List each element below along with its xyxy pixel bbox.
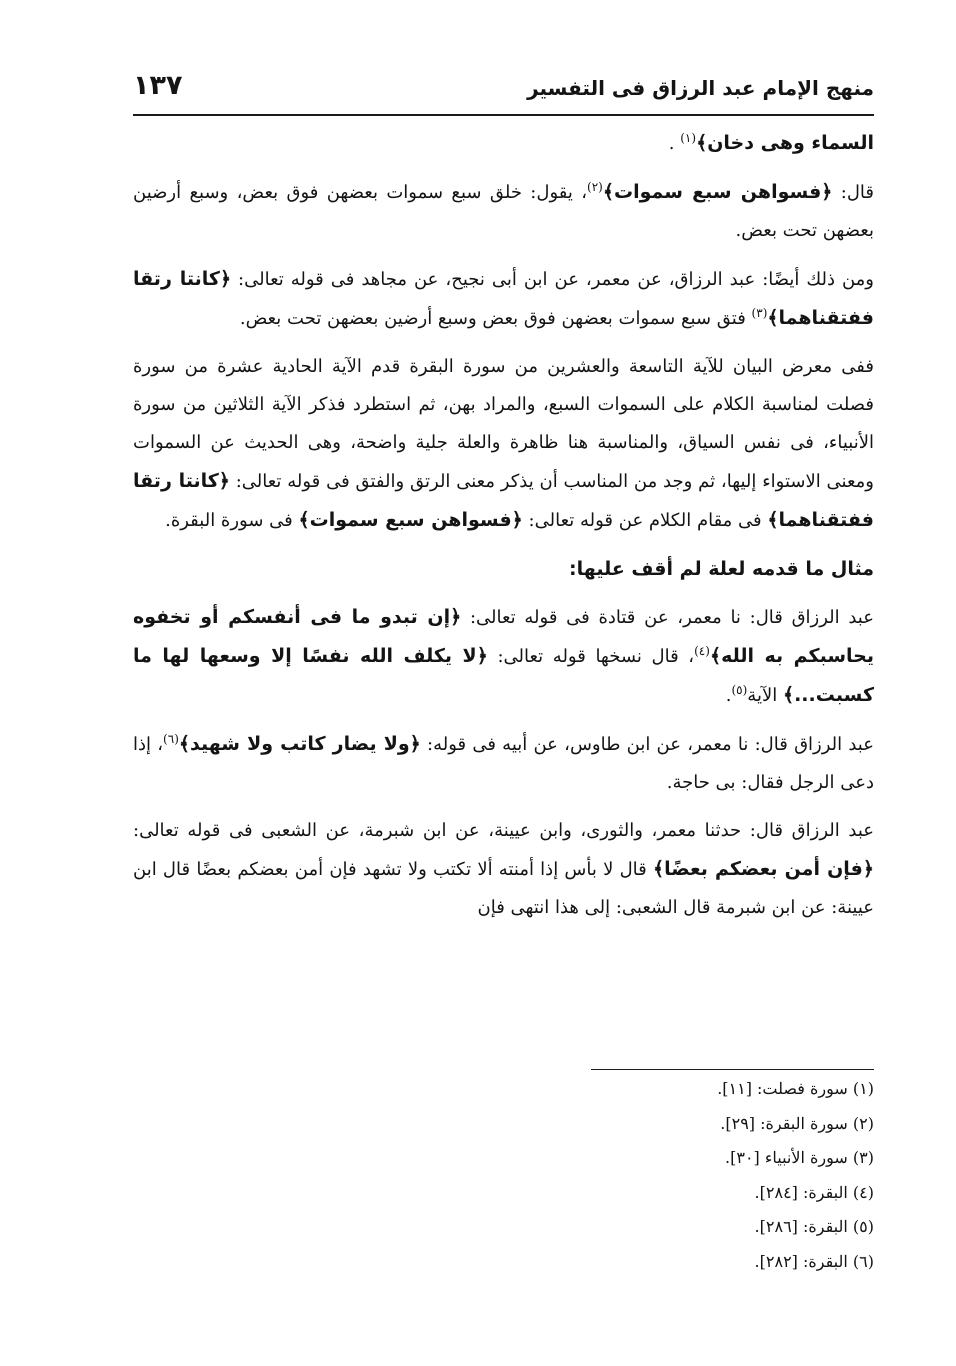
text-run: ، قال نسخها قوله تعالى: [487,646,695,667]
text-run: . [668,133,681,154]
footnote-reference: (٢) [587,180,603,194]
section-heading: مثال ما قدمه لعلة لم أقف عليها: [569,558,874,580]
footnote-item: (٢) سورة البقرة: [٢٩]. [720,1113,874,1133]
text-run: ففى معرض البيان للآية التاسعة والعشرين من سورة البقرة قدم الآية الحادية عشرة من سورة فصلت لمناسبة الكلام على السموات السبع، والمراد بهن، ثم استطرد فذكر الآية الثلاثين من سورة الأنبياء، فى نفس السياق، والمناسبة هنا ظاهرة والعلة جلية واضحة، وهى الحديث عن السموات ومعنى الاستواء إليها، ثم وجد من المناسب أن يذكر معنى الرتق والفتق فى قوله تعالى: [133,356,874,492]
quran-quote: ﴿ولا يضار كاتب ولا شهيد﴾ [178,733,421,755]
text-run: . [725,685,732,706]
footnote-item: (٣) سورة الأنبياء [٣٠]. [725,1148,874,1167]
paragraph [133,812,874,927]
quran-quote: ﴿فسواهن سبع سموات﴾ [298,509,523,531]
text-run: ، يقول: خلق سبع سموات بعضهن فوق بعض، وسبع أرضين بعضهن تحت بعض. [133,182,874,241]
page-number: ١٣٧ [133,70,183,101]
footnote-item: (١) سورة فصلت: [١١]. [717,1079,874,1098]
quran-quote: ﴿فسواهن سبع سموات﴾ [602,181,833,203]
footnote-item: (٤) البقرة: [٢٨٤]. [754,1182,874,1202]
paragraph [133,173,874,250]
text-run: فى مقام الكلام عن قوله تعالى: [522,510,768,531]
footnote-reference: (٤) [694,644,710,658]
paragraph [133,348,874,540]
text-run: قال: [832,182,874,203]
quran-quote: ﴿كانتا رتقا ففتقناهما﴾ [133,470,874,531]
paragraph [133,260,874,338]
quran-quote: السماء وهى دخان﴾ [696,132,874,154]
running-header [133,68,874,116]
footnotes [133,1072,874,1279]
quran-quote: ﴿لا يكلف الله نفسًا إلا وسعها لها ما كسبت...﴾ [133,645,874,706]
paragraph [133,598,874,715]
footnote-separator [591,1069,874,1070]
footnote-item: (٦) البقرة: [٢٨٢]. [754,1251,874,1271]
quran-quote: ﴿فإن أمن بعضكم بعضًا﴾ [652,858,874,880]
paragraph [133,124,874,163]
text-run: عبد الرزاق قال: نا معمر، عن ابن طاوس، عن أبيه فى قوله: [420,734,874,755]
text-run: الآية [747,685,783,706]
text-run: عبد الرزاق قال: حدثنا معمر، والثورى، وابن عيينة، عن ابن شبرمة، عن الشعبى فى قوله تعالى: [133,820,874,841]
text-run: قال لا بأس إذا أمنته ألا تكتب ولا تشهد فإن أمن بعضكم بعضًا قال ابن عيينة: عن ابن شبرمة قال الشعبى: إلى هذا انتهى فإن [133,859,874,918]
text-run: ، إذا دعى الرجل فقال: بى حاجة. [133,734,874,793]
text-run: ومن ذلك أيضًا: عبد الرزاق، عن معمر، عن ابن أبى نجيح، عن مجاهد فى قوله تعالى: [231,269,874,290]
running-title: منهج الإمام عبد الرزاق فى التفسير [527,76,874,100]
main-text [133,124,874,937]
quran-quote: ﴿إن تبدو ما فى أنفسكم أو تخفوه يحاسبكم به الله﴾ [133,606,875,667]
quran-quote: ﴿كانتا رتقا ففتقناهما﴾ [133,268,874,329]
footnote-reference: (١) [680,131,697,145]
text-run: فتق سبع سموات بعضهن فوق بعض وسبع أرضين بعضهن تحت بعض. [239,308,752,329]
footnote-item: (٥) البقرة: [٢٨٦]. [754,1217,874,1236]
text-run: فى سورة البقرة. [165,510,299,531]
paragraph [133,725,874,802]
footnote-reference: (٥) [731,683,748,697]
footnote-reference: (٣) [751,306,768,320]
text-run: عبد الرزاق قال: نا معمر، عن قتادة فى قوله تعالى: [461,607,874,628]
footnote-reference: (٦) [163,732,179,746]
